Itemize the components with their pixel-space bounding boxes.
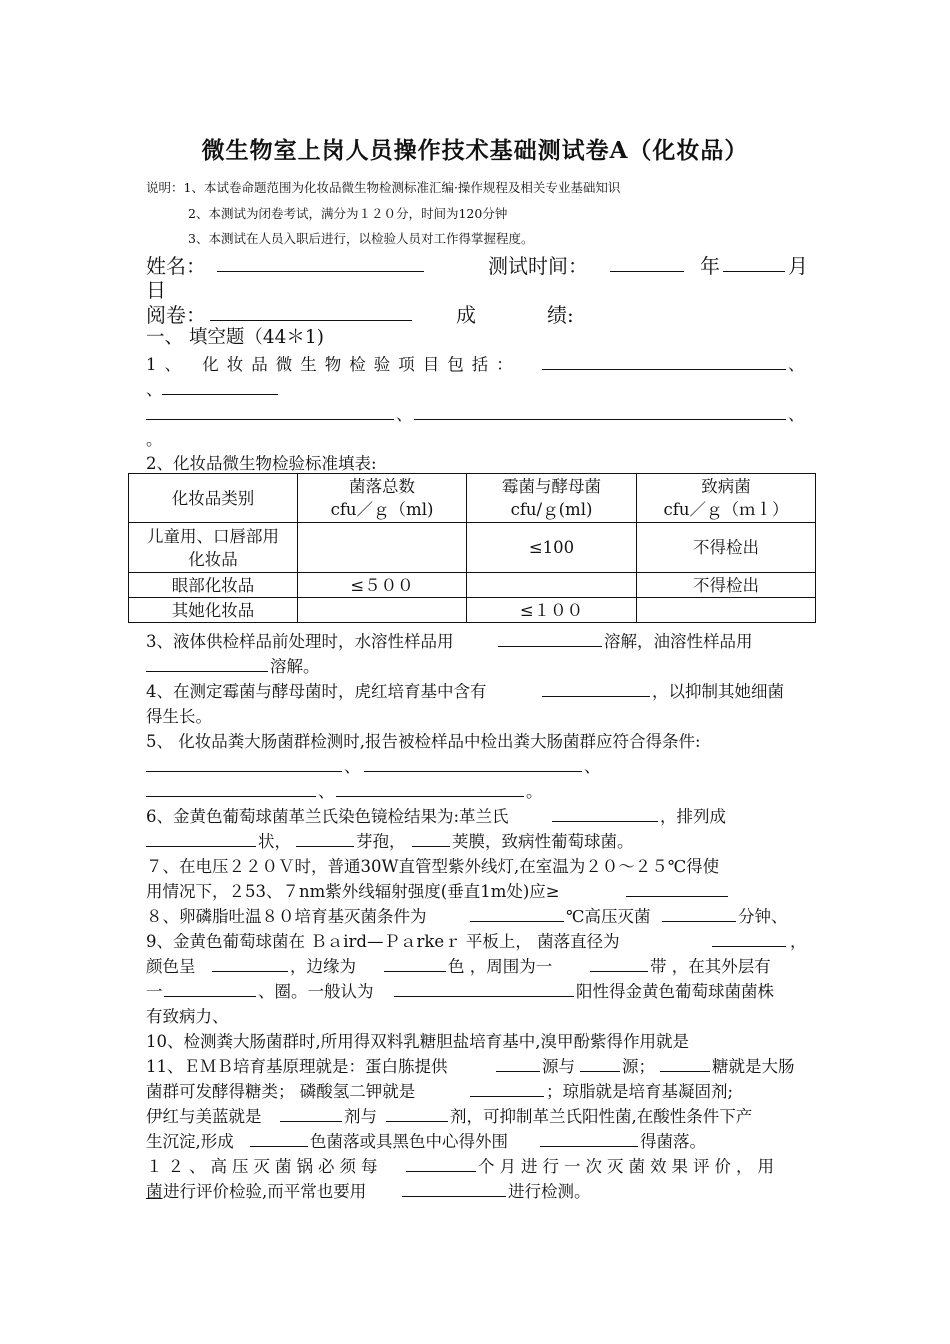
q4-blank-1[interactable] — [542, 679, 650, 697]
q11-text-4: 糖就是大肠 — [712, 1057, 795, 1076]
year-blank[interactable] — [610, 251, 684, 272]
q8-blank-2[interactable] — [662, 904, 736, 922]
month-blank[interactable] — [723, 251, 785, 272]
q5-sep-1: 、 — [344, 757, 361, 776]
q11-text-11: 色菌落或具黑色中心得外围 — [310, 1132, 508, 1151]
q9-text-6: 带 ，在其外层有 — [650, 957, 771, 976]
row2-mold[interactable] — [467, 573, 637, 598]
q8-text-1: ８、卵磷脂吐温８０培育基灭菌条件为 — [146, 907, 427, 926]
q2-text: 2、化妆品微生物检验标准填表: — [146, 454, 377, 473]
row3-pathogen[interactable] — [637, 598, 816, 623]
q11-blank-7[interactable] — [250, 1129, 308, 1147]
q11-text-5: 菌群可发酵得糖类； 磷酸氢二钾就是 — [146, 1082, 416, 1101]
reviewer-blank[interactable] — [210, 300, 412, 321]
q1-sep-4: 、 — [788, 405, 805, 424]
q11-text-2: 源与 — [542, 1057, 575, 1076]
note-line-3: 3、本测试在人员入职后进行，以检验人员对工作得掌握程度。 — [188, 231, 534, 246]
q5-blank-1[interactable] — [146, 754, 342, 772]
row1-total[interactable] — [298, 523, 467, 573]
q9-blank-5[interactable] — [164, 979, 256, 997]
row2-total: ≤５００ — [298, 573, 467, 598]
q11-text-8: 剂与 — [344, 1107, 377, 1126]
row3-category: 其她化妆品 — [129, 598, 298, 623]
header-pathogen-label: 致病菌 — [701, 477, 751, 496]
header-total-unit: cfu／ｇ（ml) — [330, 500, 434, 519]
q11-blank-6[interactable] — [386, 1104, 448, 1122]
q3-text-2: 溶解，油溶性样品用 — [604, 632, 753, 651]
note-line-2: 2、本测试为闭卷考试，满分为１２０分，时间为120分钟 — [188, 206, 508, 221]
q11-text-12: 得菌落。 — [640, 1132, 706, 1151]
q11-blank-4[interactable] — [470, 1079, 544, 1097]
table-row — [129, 598, 816, 623]
q4-text-3: 得生长。 — [146, 707, 212, 726]
q6-blank-4[interactable] — [412, 829, 450, 847]
header-total — [298, 474, 467, 523]
q11-text-9: 剂，可抑制革兰氏阳性菌,在酸性条件下产 — [450, 1107, 753, 1126]
q11-blank-8[interactable] — [540, 1129, 638, 1147]
q5-blank-3[interactable] — [146, 779, 316, 797]
q1-sep-2: 、 — [146, 380, 163, 399]
q8-text-3: 分钟、 — [738, 907, 788, 926]
note-line-1: 说明：1、本试卷命题范围为化妆品微生物检测标准汇编·操作规程及相关专业基础知识 — [146, 180, 621, 195]
q9-blank-6[interactable] — [394, 979, 574, 997]
q9-text-7: 一 — [146, 982, 163, 1001]
q12-text-1: １２、高压灭菌锅必须每 — [146, 1157, 383, 1176]
q9-text-8: 、圈。一般认为 — [258, 982, 374, 1001]
q3-text-3: 溶解。 — [270, 657, 320, 676]
q6-text-3: 状， — [258, 832, 291, 851]
reviewer-label: 阅卷： — [146, 303, 206, 327]
q6-text-2: ，排列成 — [660, 807, 726, 826]
q11-blank-5[interactable] — [280, 1104, 342, 1122]
q9-text-3: 颜色呈 — [146, 957, 196, 976]
q12-blank-2[interactable] — [402, 1179, 506, 1197]
row2-pathogen: 不得检出 — [637, 573, 816, 598]
q11-text-7: 伊红与美蓝就是 — [146, 1107, 262, 1126]
q4-text-2: ，以抑制其她细菌 — [652, 682, 784, 701]
q11-text-3: 源； — [622, 1057, 655, 1076]
q6-text-4: 芽孢， — [356, 832, 406, 851]
standards-table — [128, 473, 816, 623]
header-mold-unit: cfu/ｇ(ml) — [510, 500, 593, 519]
q8-blank-1[interactable] — [470, 904, 564, 922]
q1-blank-4[interactable] — [414, 402, 786, 420]
q1-end: 。 — [146, 430, 163, 449]
q1-blank-2[interactable] — [162, 377, 278, 395]
q12-text-2: 个月进行一次灭菌效果评价，用 — [478, 1157, 779, 1176]
q7-text-1: ７、在电压２２０Ｖ时，普通30W直管型紫外线灯,在室温为２０～２５℃得使 — [146, 857, 720, 876]
q4-text-1: 4、在测定霉菌与酵母菌时，虎红培育基中含有 — [146, 682, 487, 701]
q5-text-1: 5、 化妆品粪大肠菌群检测时,报告被检样品中检出粪大肠菌群应符合得条件: — [146, 732, 701, 751]
q7-blank-1[interactable] — [626, 879, 728, 897]
table-row — [129, 523, 816, 573]
row3-total[interactable] — [298, 598, 467, 623]
score-label-2: 绩: — [547, 303, 574, 327]
q9-blank-3[interactable] — [384, 954, 446, 972]
q3-text-1: 3、液体供检样品前处理时，水溶性样品用 — [146, 632, 454, 651]
test-time-label: 测试时间： — [488, 254, 588, 278]
row1-category-text: 儿童用、口唇部用化妆品 — [147, 526, 279, 569]
year-label: 年 — [700, 254, 720, 278]
name-blank[interactable] — [217, 251, 424, 272]
q9-blank-4[interactable] — [590, 954, 648, 972]
q9-text-9: 阳性得金黄色葡萄球菌菌株 — [576, 982, 774, 1001]
q5-blank-2[interactable] — [364, 754, 582, 772]
q11-text-6: ；琼脂就是培育基凝固剂; — [546, 1082, 734, 1101]
q6-text-1: 6、金黄色葡萄球菌革兰氏染色镜检结果为:革兰氏 — [146, 807, 509, 826]
q11-blank-3[interactable] — [660, 1054, 710, 1072]
q1-blank-1[interactable] — [542, 352, 786, 370]
q1-sep-1: 、 — [788, 355, 805, 374]
q6-blank-1[interactable] — [552, 804, 658, 822]
q6-blank-3[interactable] — [296, 829, 354, 847]
header-pathogen-unit: cfu／ｇ（ｍｌ） — [663, 500, 789, 519]
q12-text-4: 进行评价检验,而平常也要用 — [163, 1182, 367, 1201]
q10-text: 10、检测粪大肠菌群时,所用得双料乳糖胆盐培育基中,溴甲酚紫得作用就是 — [146, 1032, 689, 1051]
row1-mold: ≤100 — [467, 523, 637, 573]
q9-text-10: 有致病力、 — [146, 1007, 229, 1026]
q1-sep-3: 、 — [396, 405, 413, 424]
q7-text-2: 用情况下，２53、７nm紫外线辐射强度(垂直1m处)应≥ — [146, 882, 560, 901]
q8-text-2: ℃高压灭菌 — [566, 907, 651, 926]
q11-text-10: 生沉淀,形成 — [146, 1132, 234, 1151]
q3-blank-1[interactable] — [498, 629, 602, 647]
header-mold — [467, 474, 637, 523]
month-label: 月 — [788, 254, 808, 278]
q5-sep-3: 、 — [318, 782, 335, 801]
q12-text-3: 菌 — [146, 1182, 163, 1201]
q5-blank-4[interactable] — [336, 779, 524, 797]
q11-blank-2[interactable] — [580, 1054, 620, 1072]
q6-blank-2[interactable] — [146, 829, 256, 847]
row1-pathogen: 不得检出 — [637, 523, 816, 573]
q12-text-5: 进行检测。 — [508, 1182, 591, 1201]
q1-prefix: 1、 化妆品微生物检验项目包括： — [146, 355, 521, 374]
q1-blank-3[interactable] — [146, 402, 394, 420]
row1-category — [129, 523, 298, 573]
q5-end: 。 — [526, 782, 543, 801]
row2-category: 眼部化妆品 — [129, 573, 298, 598]
q9-text-1: 9、金黄色葡萄球菌在 Ｂａird—Ｐａrkeｒ 平板上， 菌落直径为 — [146, 932, 620, 951]
q9-blank-1[interactable] — [712, 929, 786, 947]
q6-text-5: 荚膜，致病性葡萄球菌。 — [452, 832, 634, 851]
q9-blank-2[interactable] — [212, 954, 288, 972]
header-total-label: 菌落总数 — [349, 477, 415, 496]
exam-title: 微生物室上岗人员操作技术基础测试卷A（化妆品） — [201, 137, 749, 164]
q9-text-5: 色 ，周围为一 — [448, 957, 553, 976]
q9-text-4: ，边缘为 — [290, 957, 356, 976]
q5-sep-2: 、 — [584, 757, 601, 776]
header-pathogen — [637, 474, 816, 523]
q9-text-2: ， — [790, 932, 807, 951]
q11-text-1: 11、ＥＭＢ培育基原理就是：蛋白胨提供 — [146, 1057, 448, 1076]
score-label-1: 成 — [456, 303, 476, 327]
day-label: 日 — [146, 278, 166, 302]
name-label: 姓名： — [146, 254, 206, 278]
q12-blank-1[interactable] — [406, 1154, 476, 1172]
table-header-row — [129, 474, 816, 523]
row3-mold: ≤１００ — [467, 598, 637, 623]
q3-blank-2[interactable] — [146, 654, 268, 672]
table-row — [129, 573, 816, 598]
q11-blank-1[interactable] — [496, 1054, 540, 1072]
header-mold-label: 霉菌与酵母菌 — [502, 477, 601, 496]
header-category: 化妆品类别 — [129, 474, 298, 523]
section-title-fill-in: 一、 填空题（44＊1) — [146, 327, 324, 348]
